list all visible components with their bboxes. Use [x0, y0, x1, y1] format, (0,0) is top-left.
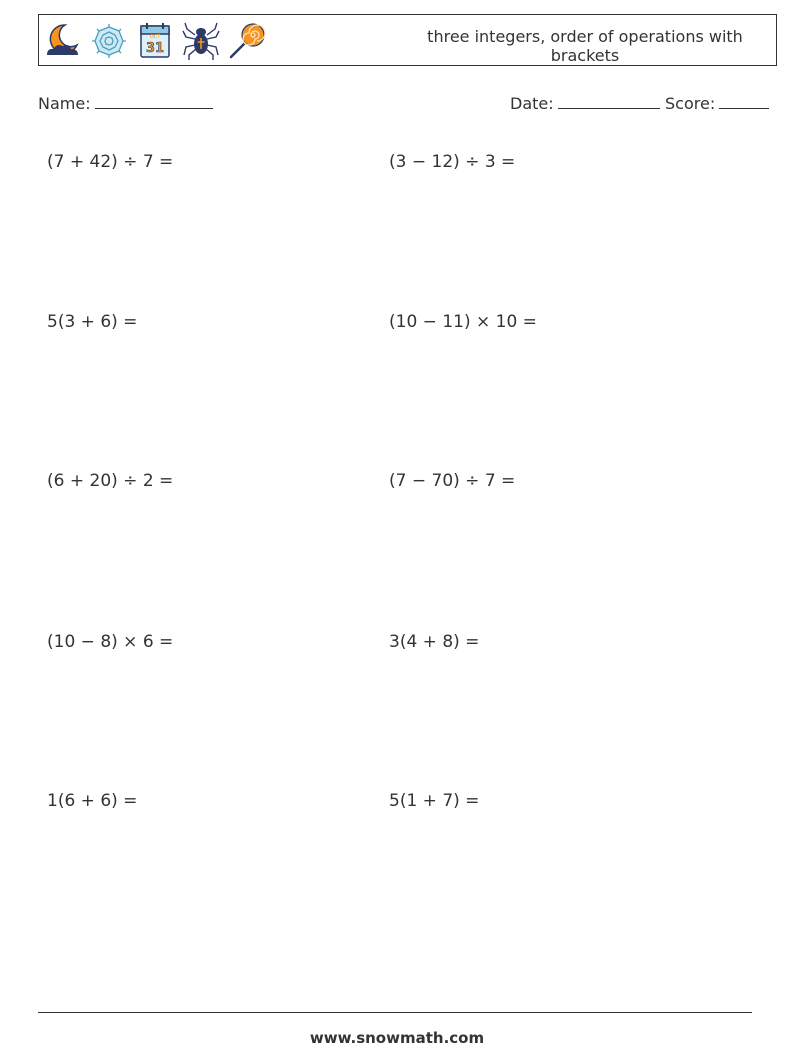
problem-3: 5(3 + 6) =: [47, 312, 138, 332]
spider-web-icon: [89, 21, 129, 61]
footer-divider: [38, 1012, 752, 1013]
header-box: [38, 14, 777, 66]
problem-7: (10 − 8) × 6 =: [47, 632, 174, 652]
spider-icon: [181, 21, 221, 61]
problem-2: (3 − 12) ÷ 3 =: [389, 152, 516, 172]
date-blank[interactable]: [558, 92, 660, 109]
date-label: Date:: [510, 94, 554, 113]
lollipop-icon: [227, 21, 267, 61]
problem-4: (10 − 11) × 10 =: [389, 312, 537, 332]
moon-cloud-icon: [43, 21, 83, 61]
name-label: Name:: [38, 94, 91, 113]
calendar-day: 31: [145, 41, 165, 56]
problem-9: 1(6 + 6) =: [47, 791, 138, 811]
icon-strip: [43, 20, 267, 62]
date-field[interactable]: [510, 92, 660, 113]
name-blank[interactable]: [95, 92, 213, 109]
problem-6: (7 − 70) ÷ 7 =: [389, 471, 516, 491]
worksheet-title: three integers, order of operations with brackets: [427, 27, 743, 65]
calendar-month: OCT: [149, 34, 161, 40]
student-fields: [38, 92, 770, 116]
score-blank[interactable]: [719, 92, 769, 109]
calendar-oct-31-icon: [135, 21, 175, 61]
score-field[interactable]: [665, 92, 769, 113]
name-field[interactable]: [38, 92, 213, 113]
problem-1: (7 + 42) ÷ 7 =: [47, 152, 174, 172]
footer-url[interactable]: www.snowmath.com: [309, 1029, 485, 1047]
score-label: Score:: [665, 94, 716, 113]
problem-10: 5(1 + 7) =: [389, 791, 480, 811]
problem-8: 3(4 + 8) =: [389, 632, 480, 652]
problem-5: (6 + 20) ÷ 2 =: [47, 471, 174, 491]
